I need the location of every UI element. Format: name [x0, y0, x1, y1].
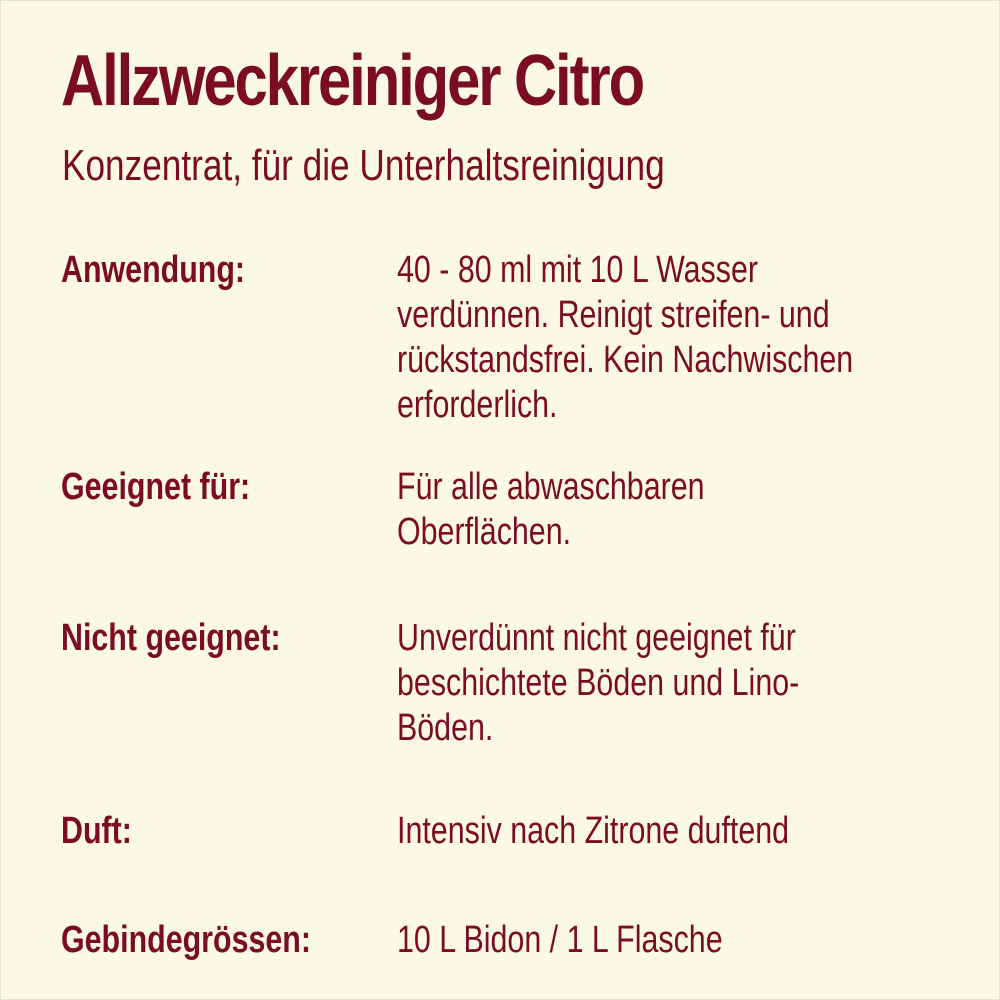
row-value: [397, 918, 909, 963]
product-title: Allzweckreiniger Citro: [61, 41, 644, 121]
product-subtitle: Konzentrat, für die Unterhaltsreinigung: [62, 141, 665, 190]
row-value-line: erforderlich.: [397, 384, 558, 426]
row-value: [397, 465, 909, 555]
row-value-line: Unverdünnt nicht geeignet für: [397, 617, 796, 659]
row-value-line: Für alle abwaschbaren: [397, 466, 705, 508]
row-value: [397, 809, 909, 854]
row-label: Gebindegrössen:: [61, 919, 311, 961]
row-value-line: 10 L Bidon / 1 L Flasche: [397, 919, 723, 961]
row-value-line: Intensiv nach Zitrone duftend: [397, 810, 790, 852]
row-label: Anwendung:: [61, 249, 246, 291]
row-label: Geeignet für:: [61, 466, 251, 508]
row-value-line: verdünnen. Reinigt streifen- und: [397, 294, 830, 336]
row-value-line: Oberflächen.: [397, 511, 572, 553]
row-label: Nicht geeignet:: [61, 617, 281, 659]
row-value-line: beschichtete Böden und Lino-: [397, 662, 800, 704]
row-label: Duft:: [61, 810, 132, 852]
row-value: [397, 248, 909, 428]
row-value-line: rückstandsfrei. Kein Nachwischen: [397, 339, 854, 381]
row-value-line: Böden.: [397, 707, 494, 749]
row-value: [397, 616, 909, 751]
row-value-line: 40 - 80 ml mit 10 L Wasser: [397, 249, 758, 291]
